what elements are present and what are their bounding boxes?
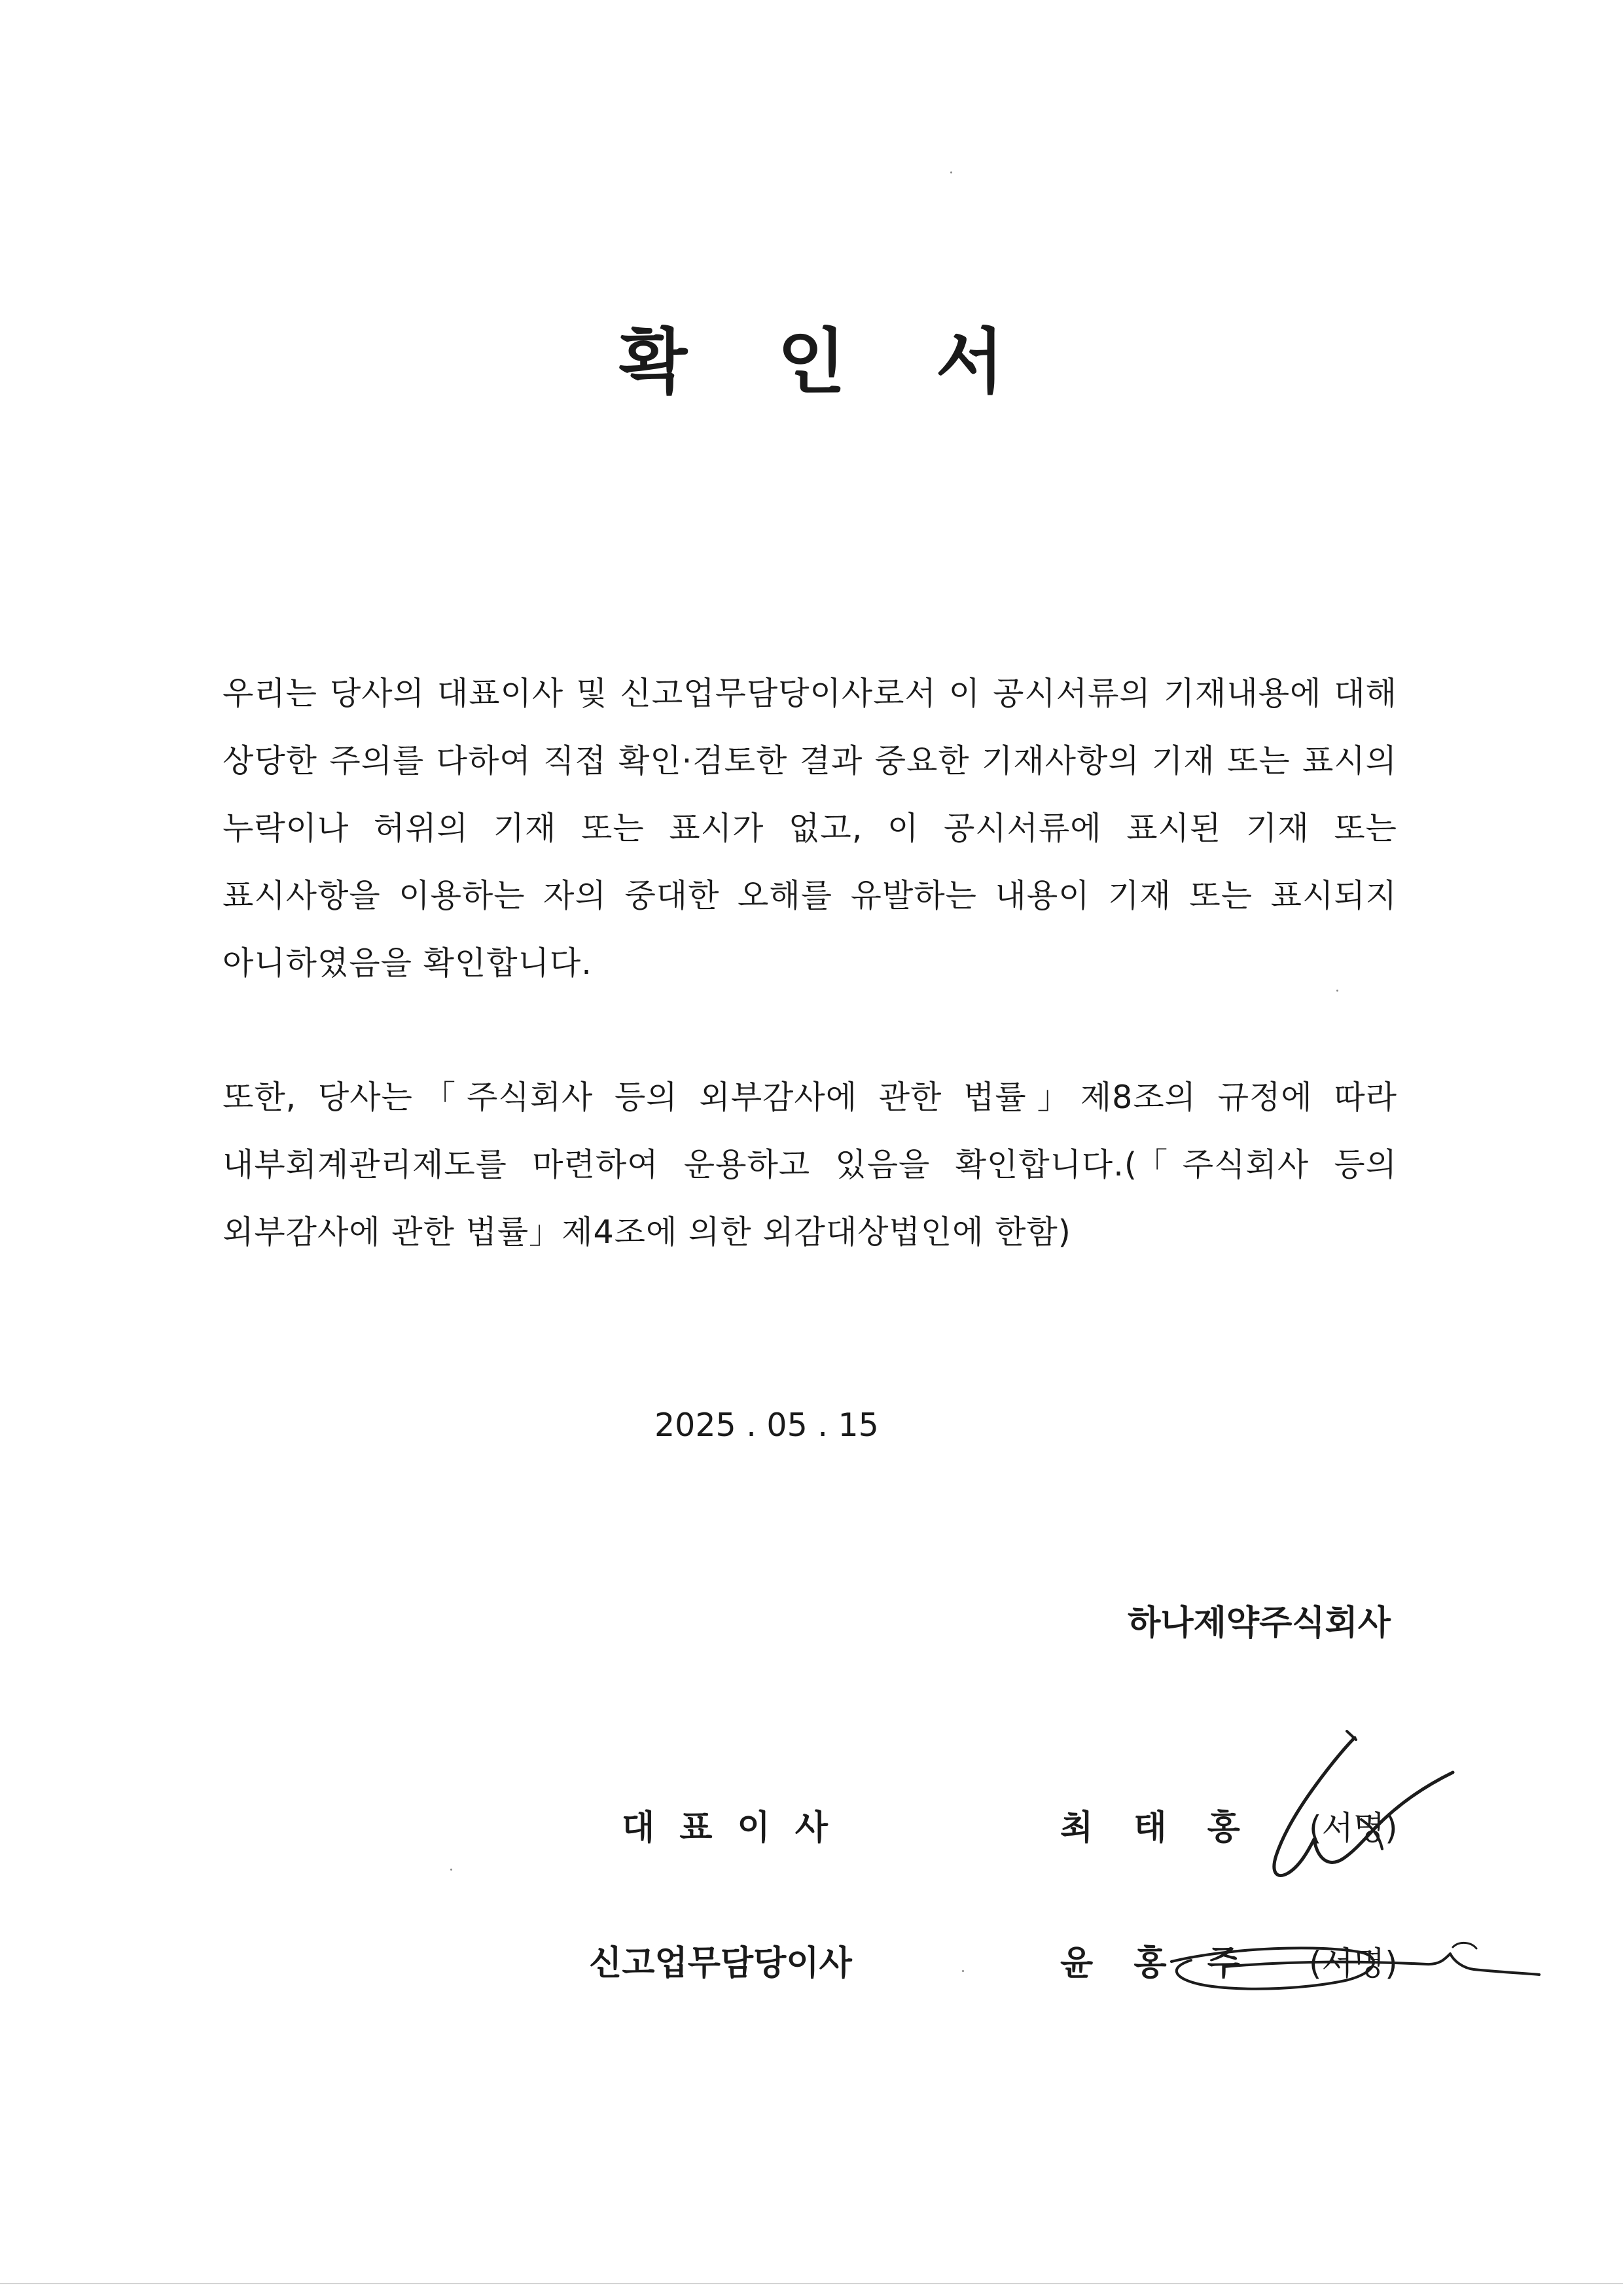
internal-control-paragraph: 또한, 당사는「주식회사 등의 외부감사에 관한 법률」제8조의 규정에 따라 내부회계관리제도를 마련하여 운용하고 있음을 확인합니다.(「주식회사 등의 외부감사에 관한 법률」제4조에 의한 외감대상법인에 한함) xyxy=(223,1079,1397,1251)
scan-edge-line xyxy=(0,2283,1623,2284)
scan-speck xyxy=(450,1869,452,1871)
signatory-name: 최 태 홍 xyxy=(1060,1808,1255,1848)
signatory-row-ceo xyxy=(0,1805,1623,1857)
signature-label: (서명) xyxy=(1309,1809,1398,1847)
signatory-row-disclosure-director xyxy=(0,1941,1623,1993)
scan-speck xyxy=(950,171,952,173)
signatory-name: 윤 홍 주 xyxy=(1060,1944,1255,1983)
document-title: 확 인 서 xyxy=(618,321,1037,403)
company-name: 하나제약주식회사 xyxy=(1128,1604,1391,1643)
scan-speck xyxy=(962,1970,964,1972)
scan-speck xyxy=(1336,990,1338,992)
confirmation-paragraph: 우리는 당사의 대표이사 및 신고업무담당이사로서 이 공시서류의 기재내용에 대해 상당한 주의를 다하여 직접 확인·검토한 결과 중요한 기재사항의 기재 또는 표시의 누락이나 허위의 기재 또는 표시가 없고, 이 공시서류에 표시된 기재 또는 표시사항을 이용하는 자의 중대한 오해를 유발하는 내용이 기재 또는 표시되지 아니하였음을 확인합니다. xyxy=(223,675,1397,982)
signatory-role: 대표이사 xyxy=(622,1808,853,1848)
signature-label: (서명) xyxy=(1309,1945,1398,1982)
document-date: 2025 . 05 . 15 xyxy=(654,1407,879,1444)
signatory-role: 신고업무담당이사 xyxy=(589,1944,852,1983)
